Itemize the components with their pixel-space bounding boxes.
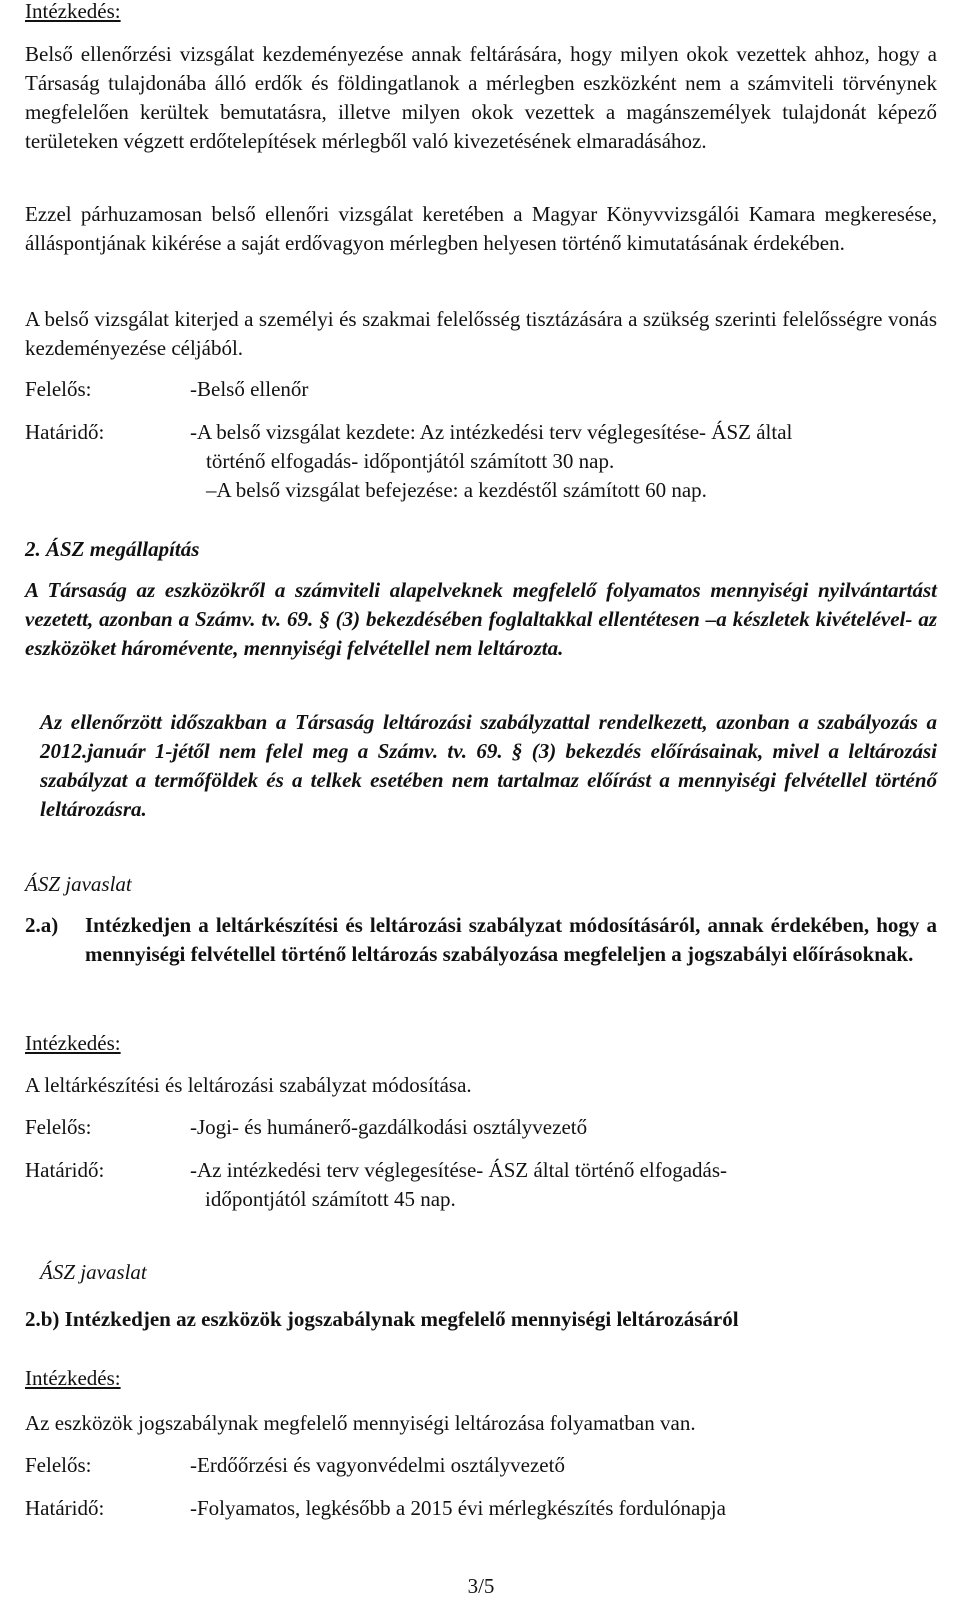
recommendation-text: Intézkedjen a leltárkészítési és leltározási szabályzat módosításáról, annak érdekében, hogy a mennyiségi felvétellel történő leltározás szabályozása megfeleljen a jogszabályi előírásoknak. (85, 913, 937, 966)
finding-paragraph: A Társaság az eszközökről a számviteli alapelveknek megfelelő folyamatos mennyiségi nyilvántartást vezetett, azonban a Számv. tv. 69. § (3) bekezdésében foglaltakkal ellentétesen –a készletek kivételével- az eszközöket háromévente, mennyiségi felvétellel nem leltározta. (25, 578, 937, 660)
responsible-label: Felelős: (25, 1453, 92, 1477)
responsibility-paragraph: A belső vizsgálat kiterjed a személyi és szakmai felelősség tisztázására a szükség szerinti felelősségre vonás kezdeményezése céljából. (25, 307, 937, 360)
deadline-line: -Az intézkedési terv véglegesítése- ÁSZ által történő elfogadás- (190, 1158, 728, 1182)
recommendation-number: 2.a) (25, 913, 59, 937)
responsible-label: Felelős: (25, 1115, 92, 1139)
section-heading: 2. ÁSZ megállapítás (25, 537, 200, 561)
deadline-line: -A belső vizsgálat kezdete: Az intézkedési terv véglegesítése- ÁSZ által (190, 420, 793, 444)
recommendation-b: 2.b) Intézkedjen az eszközök jogszabálynak megfelelő mennyiségi leltározásáról (25, 1307, 739, 1331)
recommendation-heading: ÁSZ javaslat (25, 872, 132, 896)
deadline-value: -Folyamatos, legkésőbb a 2015 évi mérlegkészítés fordulónapja (190, 1496, 726, 1520)
deadline-line: időpontjától számított 45 nap. (205, 1187, 456, 1211)
responsible-value: -Belső ellenőr (190, 377, 309, 401)
responsible-row (25, 1113, 937, 1143)
page-number: 3/5 (467, 1574, 495, 1598)
responsible-row (25, 375, 937, 405)
action-paragraph: Belső ellenőrzési vizsgálat kezdeményezése annak feltárására, hogy milyen okok vezettek ahhoz, hogy a Társaság tulajdonába álló erdők és földingatlanok a mérlegben eszközként nem a számviteli törvénynek megfelelően kerültek bemutatásra, illetve milyen okok vezettek a magánszemélyek tulajdonát képező területeken végzett erdőtelepítések mérlegből való kivezetésének elmaradásához. (25, 42, 937, 153)
responsible-value: -Erdőőrzési és vagyonvédelmi osztályvezető (190, 1453, 565, 1477)
deadline-row (25, 1494, 937, 1524)
document-page (25, 0, 937, 1604)
action-text: Az eszközök jogszabálynak megfelelő mennyiségi leltározása folyamatban van. (25, 1411, 696, 1435)
deadline-label: Határidő: (25, 1158, 105, 1182)
deadline-row (25, 1156, 937, 1216)
deadline-row (25, 418, 937, 508)
responsible-value: -Jogi- és humánerő-gazdálkodási osztályvezető (190, 1115, 588, 1139)
action-text: A leltárkészítési és leltározási szabályzat módosítása. (25, 1073, 472, 1097)
action-label: Intézkedés: (25, 1366, 121, 1390)
finding-paragraph: Az ellenőrzött időszakban a Társaság leltározási szabályzattal rendelkezett, azonban a szabályozás a 2012.január 1-jétől nem felel meg a Számv. tv. 69. § (3) bekezdés előírásainak, mivel a leltározási szabályzat a termőföldek és a telkek esetében nem tartalmaz előírást a mennyiségi felvétellel történő leltározásra. (40, 710, 937, 821)
parallel-review-paragraph: Ezzel párhuzamosan belső ellenőri vizsgálat keretében a Magyar Könyvvizsgálói Kamara megkeresése, álláspontjának kikérése a saját erdővagyon mérlegben helyesen történő kimutatásának érdekében. (25, 202, 937, 255)
deadline-label: Határidő: (25, 1496, 105, 1520)
responsible-row (25, 1451, 937, 1481)
deadline-line: –A belső vizsgálat befejezése: a kezdéstől számított 60 nap. (206, 478, 707, 502)
responsible-label: Felelős: (25, 377, 92, 401)
deadline-line: történő elfogadás- időpontjától számított 30 nap. (206, 449, 615, 473)
action-label: Intézkedés: (25, 1031, 121, 1055)
deadline-label: Határidő: (25, 420, 105, 444)
recommendation-heading: ÁSZ javaslat (40, 1260, 147, 1284)
deadline-value (190, 418, 937, 505)
deadline-value (190, 1156, 937, 1214)
recommendation-a (25, 911, 937, 1001)
action-label: Intézkedés: (25, 0, 121, 23)
